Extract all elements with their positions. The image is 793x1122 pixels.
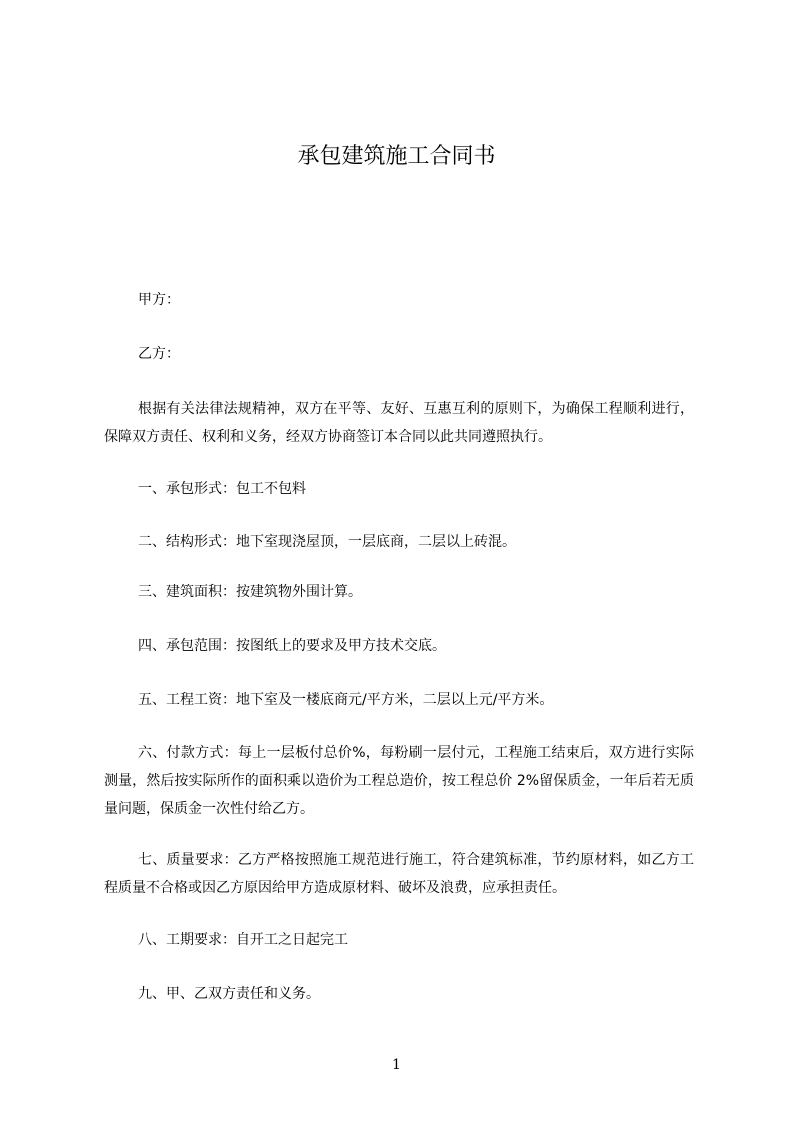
clause-3: 三、建筑面积：按建筑物外围计算。 (138, 584, 362, 600)
preamble-paragraph: 根据有关法律法规精神，双方在平等、友好、互惠互利的原则下，为确保工程顺利进行，保障双方责任、权利和义务，经双方协商签订本合同以此共同遵照执行。 (104, 401, 694, 445)
clause-5: 五、工程工资：地下室及一楼底商元/平方米，二层以上元/平方米。 (138, 692, 554, 708)
page-number: 1 (392, 1057, 401, 1073)
clause-2: 二、结构形式：地下室现浇屋顶，一层底商，二层以上砖混。 (138, 534, 516, 550)
clause-8: 八、工期要求：自开工之日起完工 (138, 932, 348, 948)
clause-4: 四、承包范围：按图纸上的要求及甲方技术交底。 (138, 638, 446, 654)
document-title: 承包建筑施工合同书 (297, 144, 496, 169)
party-b-line: 乙方： (138, 346, 180, 362)
party-a-line: 甲方： (138, 292, 180, 308)
clause-9: 九、甲、乙双方责任和义务。 (138, 986, 320, 1002)
clause-1: 一、承包形式：包工不包料 (138, 481, 306, 497)
clause-7: 七、质量要求：乙方严格按照施工规范进行施工，符合建筑标准，节约原材料，如乙方工程质量不合格或因乙方原因给甲方造成原材料、破坏及浪费，应承担责任。 (104, 852, 694, 896)
clause-6: 六、付款方式：每上一层板付总价%，每粉刷一层付元，工程施工结束后，双方进行实际测量，然后按实际所作的面积乘以造价为工程总造价，按工程总价 2%留保质金，一年后若无质量问题，保质金一次性付给乙方。 (104, 745, 694, 817)
